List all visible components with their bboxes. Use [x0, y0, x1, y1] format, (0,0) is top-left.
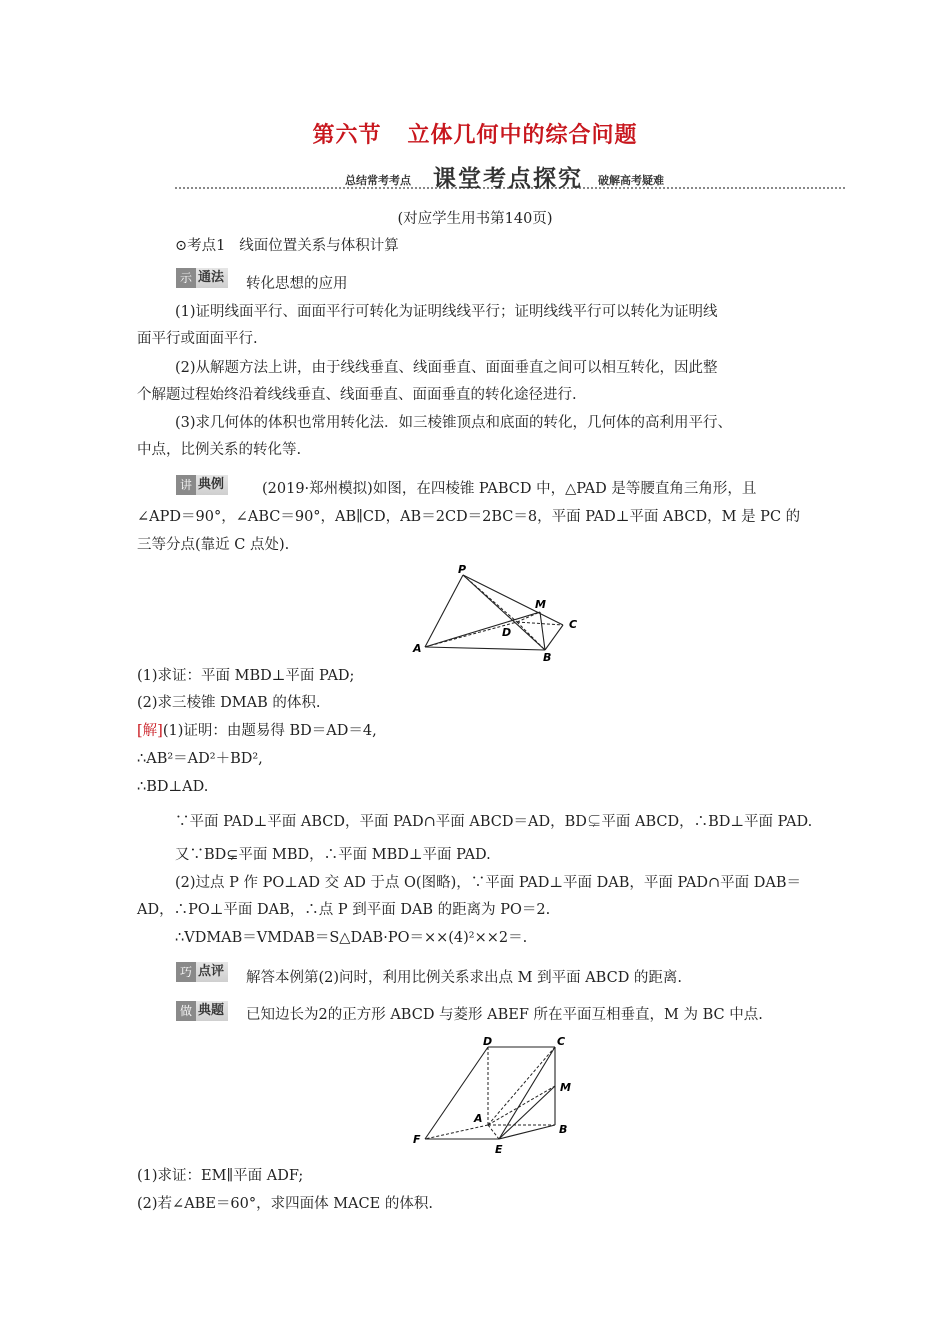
- dianli-line: 三等分点(靠近 C 点处).: [137, 537, 290, 553]
- label-c: C: [569, 618, 578, 631]
- edge-mb: [540, 612, 545, 650]
- edge-ac: [488, 1047, 555, 1125]
- banner-left-text: 总结常考考点: [345, 174, 411, 187]
- solution-line-1: [137, 721, 377, 741]
- kaodian-label: ⊙考点1: [175, 238, 226, 254]
- kaodian-name: 线面位置关系与体积计算: [239, 238, 399, 254]
- dianli-question-1: (1)求证：平面 MBD⊥平面 PAD;: [137, 668, 355, 684]
- edge-ab: [425, 647, 545, 650]
- label-a2: A: [474, 1112, 483, 1125]
- dianti-tag-lead: 做: [176, 1001, 196, 1021]
- tongfa-line: (1)证明线面平行、面面平行可转化为证明线线平行；证明线线平行可以转化为证明线: [175, 304, 718, 320]
- solution-line: (2)过点 P 作 PO⊥AD 交 AD 于点 O(图略)，∵平面 PAD⊥平面 DAB，平面 PAD∩平面 DAB＝: [175, 875, 802, 891]
- section-title: [0, 118, 950, 149]
- label-d: D: [502, 626, 512, 639]
- edge-af: [425, 1125, 488, 1139]
- dianli-question-2: (2)求三棱锥 DMAB 的体积.: [137, 695, 321, 711]
- edge-am: [488, 1086, 555, 1125]
- edge-eb: [499, 1125, 555, 1139]
- dianli-tag-lead: 讲: [176, 475, 196, 495]
- solution-line: ∴AB²＝AD²＋BD²,: [137, 751, 263, 767]
- tongfa-tag: [176, 268, 228, 288]
- section-number: 第六节: [312, 122, 382, 148]
- tongfa-tag-lead: 示: [176, 268, 196, 288]
- solution-line: ∵平面 PAD⊥平面 ABCD，平面 PAD∩平面 ABCD＝AD，BD⊊平面 ABCD，∴BD⊥平面 PAD.: [175, 814, 813, 830]
- dianti-tag: [176, 1001, 228, 1021]
- label-f2: F: [413, 1133, 421, 1146]
- dianping-tag-lead: 巧: [176, 962, 196, 982]
- edge-ae: [488, 1125, 499, 1139]
- kaodian-heading: [175, 236, 399, 256]
- edge-df: [425, 1047, 488, 1139]
- pyramid-figure: [405, 562, 590, 662]
- solution-text: (1)证明：由题易得 BD＝AD＝4,: [162, 723, 377, 739]
- label-d2: D: [483, 1035, 493, 1048]
- dianli-line: (2019·郑州模拟)如图，在四棱锥 PABCD 中，△PAD 是等腰直角三角形，且: [262, 481, 757, 497]
- dianti-question-1: (1)求证：EM∥平面 ADF;: [137, 1168, 304, 1184]
- banner-main-text: 课堂考点探究: [433, 165, 583, 192]
- dianti-question-2: (2)若∠ABE＝60°，求四面体 MACE 的体积.: [137, 1196, 433, 1212]
- dianli-line: ∠APD＝90°，∠ABC＝90°，AB∥CD，AB＝2CD＝2BC＝8，平面 PAD⊥平面 ABCD，M 是 PC 的: [137, 509, 801, 525]
- cube-rhombus-figure: [405, 1035, 590, 1160]
- dianping-text: 解答本例第(2)问时，利用比例关系求出点 M 到平面 ABCD 的距离.: [246, 970, 683, 986]
- section-name: 立体几何中的综合问题: [407, 122, 638, 148]
- edge-pc: [463, 575, 563, 625]
- label-m: M: [535, 598, 546, 611]
- edge-bc: [545, 625, 563, 650]
- tongfa-line: (2)从解题方法上讲，由于线线垂直、线面垂直、面面垂直之间可以相互转化，因此整: [175, 360, 718, 376]
- dianping-tag: [176, 962, 228, 982]
- solution-tag: [解]: [137, 723, 163, 739]
- label-m2: M: [560, 1081, 571, 1094]
- tongfa-line: 中点，比例关系的转化等.: [137, 442, 302, 458]
- edge-dm: [517, 612, 540, 622]
- dianti-text: 已知边长为2的正方形 ABCD 与菱形 ABEF 所在平面互相垂直，M 为 BC 中点.: [246, 1007, 763, 1023]
- label-b: B: [543, 651, 552, 662]
- solution-line: ∴BD⊥AD.: [137, 779, 209, 795]
- label-b2: B: [559, 1123, 568, 1136]
- dianti-tag-rest: 典题: [196, 1001, 228, 1021]
- solution-line: 又∵BD⊊平面 MBD，∴平面 MBD⊥平面 PAD.: [175, 847, 491, 863]
- label-a: A: [413, 642, 422, 655]
- tongfa-tag-rest: 通法: [196, 268, 228, 288]
- tongfa-line: 个解题过程始终沿着线线垂直、线面垂直、面面垂直的转化途径进行.: [137, 387, 577, 403]
- dianli-tag: [176, 475, 228, 495]
- tongfa-heading: 转化思想的应用: [246, 276, 348, 292]
- reference-note: (对应学生用书第140页): [397, 211, 553, 227]
- banner-right-text: 破解高考疑难: [598, 174, 664, 187]
- solution-line: ∴VDMAB＝VMDAB＝S△DAB·PO＝××(4)²××2＝.: [175, 930, 528, 946]
- edge-pa: [425, 575, 463, 647]
- dianping-tag-rest: 点评: [196, 962, 228, 982]
- label-e2: E: [495, 1143, 503, 1156]
- tongfa-line: (3)求几何体的体积也常用转化法．如三棱锥顶点和底面的转化，几何体的高利用平行、: [175, 415, 733, 431]
- edge-ec: [499, 1047, 555, 1139]
- edge-dc: [517, 622, 563, 625]
- section-banner: [175, 160, 845, 194]
- dianli-tag-rest: 典例: [196, 475, 228, 495]
- label-c2: C: [557, 1035, 566, 1048]
- tongfa-line: 面平行或面面平行.: [137, 331, 258, 347]
- label-p: P: [458, 563, 467, 576]
- solution-line: AD，∴PO⊥平面 DAB，∴点 P 到平面 DAB 的距离为 PO＝2.: [137, 902, 551, 918]
